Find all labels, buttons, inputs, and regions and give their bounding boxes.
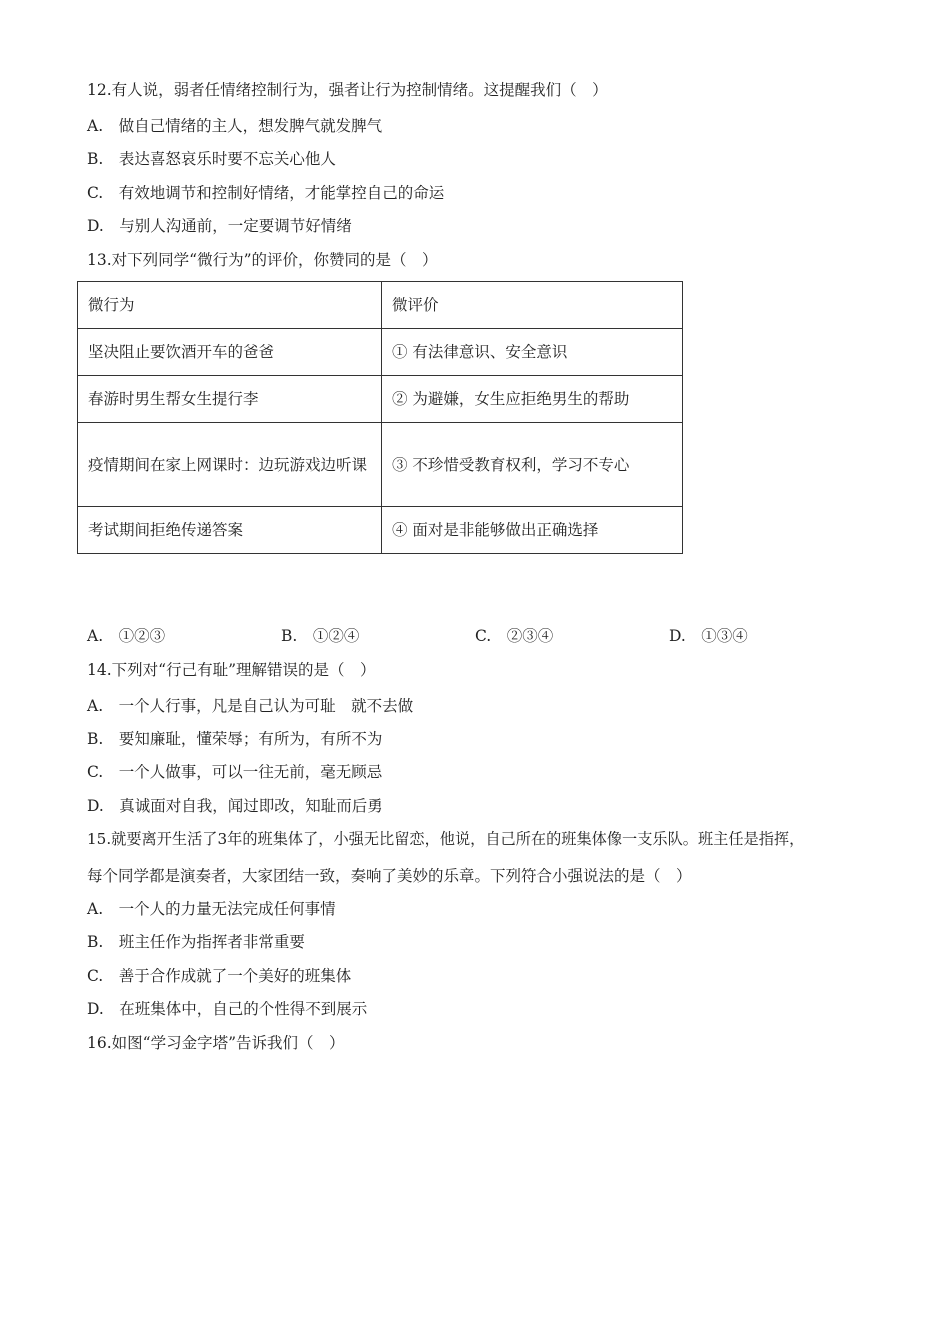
table-cell: ① 有法律意识、安全意识 (382, 329, 683, 376)
table-cell: ② 为避嫌，女生应拒绝男生的帮助 (382, 376, 683, 423)
q12-stem: 12.有人说，弱者任情绪控制行为，强者让行为控制情绪。这提醒我们（ ） (87, 81, 608, 99)
q13-choice-d: D. ①③④ (669, 627, 748, 645)
q12-option-b: B. 表达喜怒哀乐时要不忘关心他人 (87, 150, 336, 168)
q14-option-d: D. 真诚面对自我，闻过即改，知耻而后勇 (87, 797, 383, 815)
q14-stem: 14.下列对“行己有耻”理解错误的是（ ） (87, 661, 376, 679)
table-row (78, 507, 683, 554)
table-cell: 疫情期间在家上网课时：边玩游戏边听课 (78, 423, 382, 507)
q15-stem-line1: 15.就要离开生活了3年的班集体了，小强无比留恋，他说，自己所在的班集体像一支乐队。班主任是指挥， (87, 830, 805, 848)
table-header-cell: 微评价 (382, 282, 683, 329)
table-cell: ③ 不珍惜受教育权利，学习不专心 (382, 423, 683, 507)
q12-option-d: D. 与别人沟通前，一定要调节好情绪 (87, 217, 352, 235)
q13-choice-b: B. ①②④ (281, 627, 360, 645)
q15-option-c: C. 善于合作成就了一个美好的班集体 (87, 967, 352, 985)
table-header-cell: 微行为 (78, 282, 382, 329)
table-cell: 坚决阻止要饮酒开车的爸爸 (78, 329, 382, 376)
q13-table (77, 281, 683, 554)
table-row (78, 376, 683, 423)
q12-option-a: A. 做自己情绪的主人，想发脾气就发脾气 (87, 117, 383, 135)
table-cell: ④ 面对是非能够做出正确选择 (382, 507, 683, 554)
q14-option-c: C. 一个人做事，可以一往无前，毫无顾忌 (87, 763, 383, 781)
table-row (78, 423, 683, 507)
q14-option-b: B. 要知廉耻，懂荣辱；有所为，有所不为 (87, 730, 383, 748)
q13-choice-a: A. ①②③ (87, 627, 166, 645)
q13-choice-c: C. ②③④ (475, 627, 554, 645)
q13-stem: 13.对下列同学“微行为”的评价，你赞同的是（ ） (87, 251, 438, 269)
q14-option-a: A. 一个人行事，凡是自己认为可耻 就不去做 (87, 697, 414, 715)
table-cell: 考试期间拒绝传递答案 (78, 507, 382, 554)
q13-choices (87, 626, 787, 646)
q12-option-c: C. 有效地调节和控制好情绪，才能掌控自己的命运 (87, 184, 445, 202)
q15-stem-line2: 每个同学都是演奏者，大家团结一致，奏响了美妙的乐章。下列符合小强说法的是（ ） (87, 867, 692, 885)
q15-option-a: A. 一个人的力量无法完成任何事情 (87, 900, 336, 918)
q15-option-b: B. 班主任作为指挥者非常重要 (87, 933, 305, 951)
table-header-row (78, 282, 683, 329)
q15-option-d: D. 在班集体中，自己的个性得不到展示 (87, 1000, 368, 1018)
table-cell: 春游时男生帮女生提行李 (78, 376, 382, 423)
q16-stem: 16.如图“学习金字塔”告诉我们（ ） (87, 1034, 345, 1052)
table-row (78, 329, 683, 376)
